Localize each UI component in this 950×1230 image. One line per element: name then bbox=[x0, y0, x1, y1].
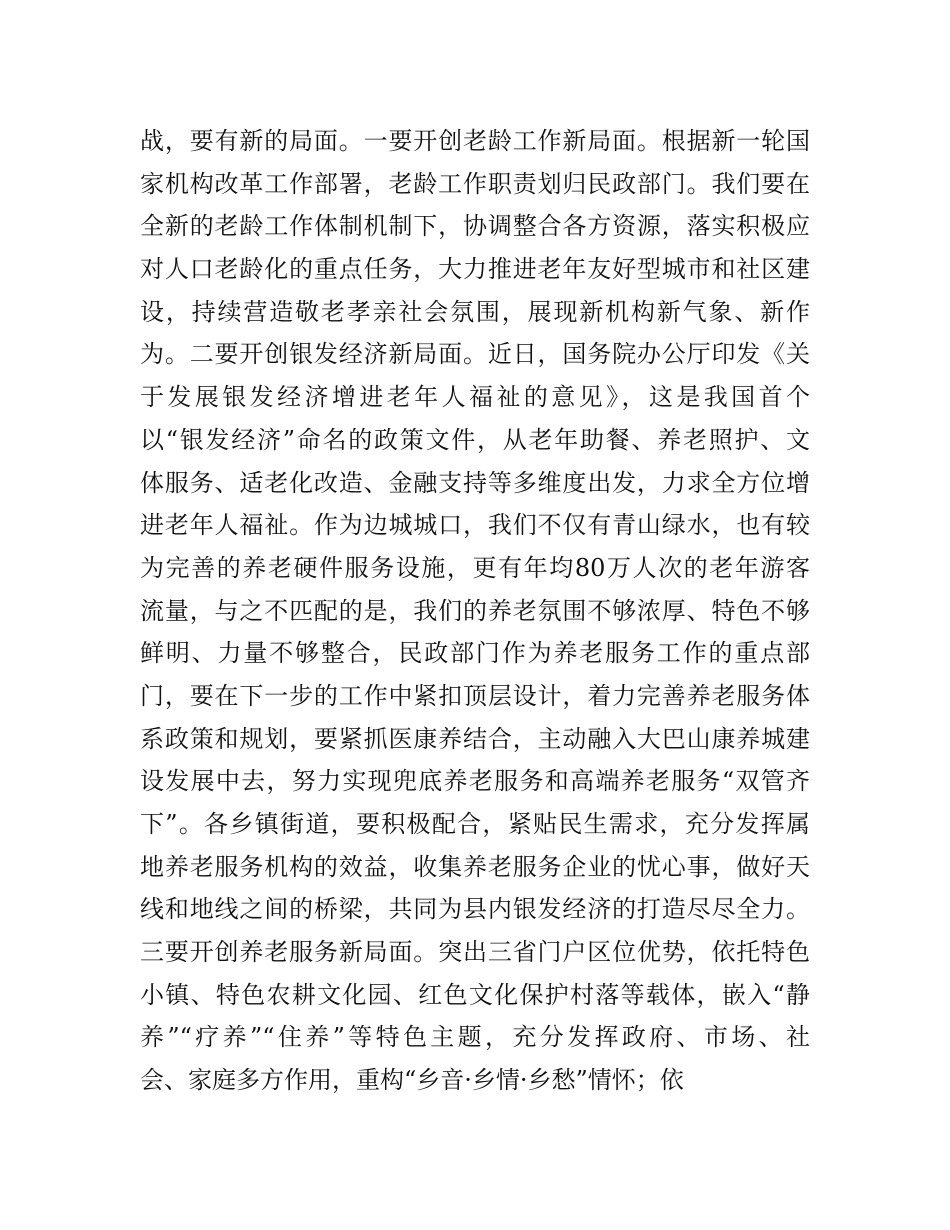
text-line: 设发展中去，努力实现兜底养老服务和高端养老服务“双管齐 bbox=[140, 767, 810, 796]
text-line: 对人口老龄化的重点任务，大力推进老年友好型城市和社区建 bbox=[140, 255, 810, 284]
text-line: 进老年人福祉。作为边城城口，我们不仅有青山绿水，也有较 bbox=[140, 511, 810, 540]
text-line: 于发展银发经济增进老年人福祉的意见》，这是我国首个 bbox=[140, 383, 810, 412]
text-line: 小镇、特色农耕文化园、红色文化保护村落等载体，嵌入“静 bbox=[140, 980, 810, 1009]
text-line: 战，要有新的局面。一要开创老龄工作新局面。根据新一轮国 bbox=[140, 127, 810, 155]
text-line: 地养老服务机构的效益，收集养老服务企业的忧心事，做好天 bbox=[140, 852, 810, 881]
text-line: 三要开创养老服务新局面。突出三省门户区位优势，依托特色 bbox=[140, 938, 810, 967]
text-line: 为完善的养老硬件服务设施，更有年均80万人次的老年游客 bbox=[140, 553, 810, 582]
text-line: 门，要在下一步的工作中紧扣顶层设计，着力完善养老服务体 bbox=[140, 681, 810, 710]
text-line: 线和地线之间的桥梁，共同为县内银发经济的打造尽尽全力。 bbox=[140, 895, 810, 924]
text-line: 养”“疗养”“住养”等特色主题，充分发挥政府、市场、社 bbox=[140, 1023, 810, 1052]
text-line: 会、家庭多方作用，重构“乡音·乡情·乡愁”情怀；依 bbox=[140, 1066, 684, 1095]
text-line: 全新的老龄工作体制机制下，协调整合各方资源，落实积极应 bbox=[140, 212, 810, 241]
text-line: 以“银发经济”命名的政策文件，从老年助餐、养老照护、文 bbox=[140, 425, 810, 454]
body-text bbox=[140, 120, 810, 1102]
text-line: 体服务、适老化改造、金融支持等多维度出发，力求全方位增 bbox=[140, 468, 810, 497]
text-line: 下”。各乡镇街道，要积极配合，紧贴民生需求，充分发挥属 bbox=[140, 810, 810, 838]
text-line: 设，持续营造敬老孝亲社会氛围，展现新机构新气象、新作 bbox=[140, 297, 810, 326]
text-line: 家机构改革工作部署，老龄工作职责划归民政部门。我们要在 bbox=[140, 169, 810, 198]
text-line: 鲜明、力量不够整合，民政部门作为养老服务工作的重点部 bbox=[140, 639, 810, 668]
text-line: 系政策和规划，要紧抓医康养结合，主动融入大巴山康养城建 bbox=[140, 724, 810, 753]
text-line: 为。二要开创银发经济新局面。近日，国务院办公厅印发《关 bbox=[140, 340, 810, 369]
text-line: 流量，与之不匹配的是，我们的养老氛围不够浓厚、特色不够 bbox=[140, 596, 810, 625]
